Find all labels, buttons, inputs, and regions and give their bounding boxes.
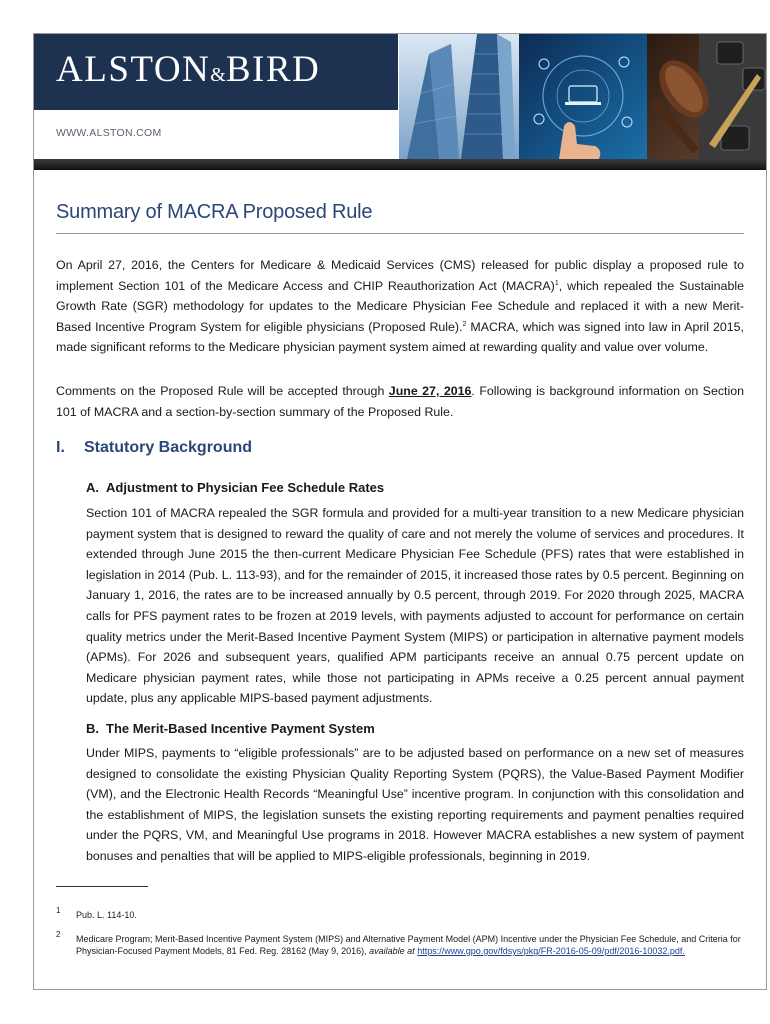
subsection-a-paragraph: Section 101 of MACRA repealed the SGR formula and provided for a multi-year transition to a new Medicare physician payment system that is designed to reward the quality of care and not merely the volume of services and procedures. It extended through June 2015 the then-current Medicare Physician Fee Schedule (PFS) rates that were established in legislation in 2014 (Pub. L. 113-93), and for the remainder of 2015, it increased those rates by 0.5 percent. Beginning on January 1, 2016, the rates are to be increased annually by 0.5 percent, through 2019. For 2020 through 2025, MACRA calls for PFS payment rates to be frozen at 2019 levels, with payments adjusted to account for performance on certain quality metrics under the Merit-Based Incentive Payment System (MIPS) or participation in alternative payment models (APMs). For 2026 and subsequent years, qualified APM participants receive an annual 0.75 percent update on Medicare physician payment rates, while those not participating in APMs receive a 0.25 percent annual payment update, plus any applicable MIPS-based payment adjustments. bbox=[86, 506, 744, 706]
footnote-divider bbox=[56, 886, 148, 887]
firm-logo: ALSTON&BIRD bbox=[56, 49, 321, 90]
gavel-photo bbox=[647, 34, 766, 159]
document-page bbox=[33, 33, 767, 990]
footnote-ref-2[interactable]: 2 bbox=[462, 320, 467, 328]
letterhead bbox=[34, 34, 766, 159]
intro-paragraph: On April 27, 2016, the Centers for Medicare & Medicaid Services (CMS) released for public display a proposed rule to implement Section 101 of the Medicare Access and CHIP Reauthorization Act (MACRA)$^1$, which repealed the Sustainable Growth Rate (SGR) methodology for updates to the Medicare Physician Fee Schedule and replaced it with a new Merit-Based Incentive Program System for eligible physicians (Proposed Rule).$^2$ MACRA, which was signed into law in April 2015, made significant reforms to the Medicare physician payment system aimed at rewarding quality and value over volume. bbox=[56, 258, 744, 355]
title-divider bbox=[56, 233, 744, 234]
footnote-2: 2 Medicare Program; Merit-Based Incentive Payment System (MIPS) and Alternative Payment Model (APM) Incentive under the Physician Fee Schedule, and Criteria for Physician-Focused Payment Models, 81 Fed. Reg. 28162 (May 9, 2016), available at https://www.gpo.gov/fdsys/pkg/FR-2016-05-09/pdf/2016-10032.pdf. bbox=[56, 930, 741, 956]
header-band bbox=[34, 159, 766, 170]
website-url: WWW.ALSTON.COM bbox=[56, 127, 162, 139]
footnote-ref-1[interactable]: 1 bbox=[554, 279, 559, 287]
footnote-1: 1 Pub. L. 114-10. bbox=[56, 906, 137, 920]
skyscraper-photo bbox=[399, 34, 519, 159]
document-title: Summary of MACRA Proposed Rule bbox=[56, 201, 373, 223]
gpo-link[interactable]: https://www.gpo.gov/fdsys/pkg/FR-2016-05-09/pdf/2016-10032.pdf. bbox=[417, 946, 685, 956]
subsection-heading-a: A. Adjustment to Physician Fee Schedule Rates bbox=[86, 480, 385, 495]
technology-photo bbox=[519, 34, 647, 159]
header-photo-collage bbox=[399, 34, 766, 159]
brand-box bbox=[34, 34, 398, 110]
section-heading-statutory-background: I. Statutory Background bbox=[56, 439, 253, 456]
subsection-heading-b: B. The Merit-Based Incentive Payment System bbox=[86, 721, 375, 736]
subsection-b-paragraph: Under MIPS, payments to “eligible professionals” are to be adjusted based on performance on a new set of measures designed to consolidate the existing Physician Quality Reporting System (PQRS), the Value-Based Payment Modifier (VM), and the Electronic Health Records “Meaningful Use” incentive program. In conjunction with this consolidation and the establishment of MIPS, the legislation sunsets the existing reporting requirements and payment penalties required under the PQRS, VM, and Meaningful Use programs in 2018. However MACRA establishes a new system of payment bonuses and penalties that will be applied to MIPS-eligible professionals, beginning in 2019. bbox=[86, 746, 744, 863]
comments-paragraph: Comments on the Proposed Rule will be accepted through June 27, 2016. Following is background information on Section 101 of MACRA and a section-by-section summary of the Proposed Rule. bbox=[56, 384, 745, 419]
comment-deadline: June 27, 2016 bbox=[388, 384, 472, 398]
